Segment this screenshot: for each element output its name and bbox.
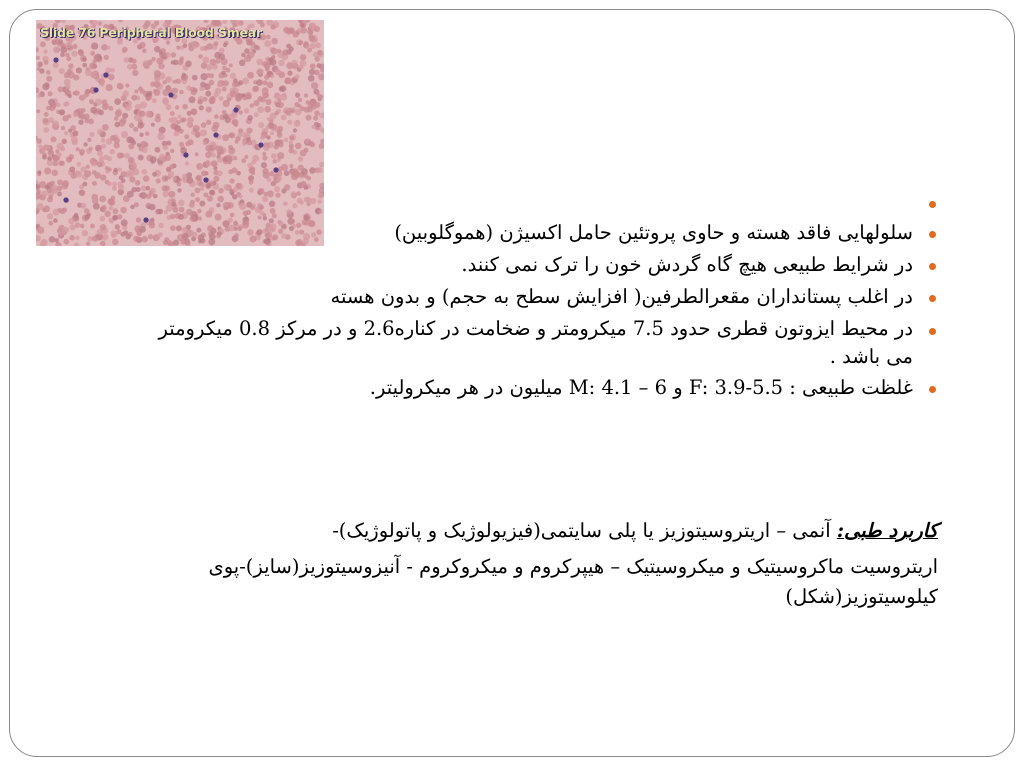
clinical-usage <box>88 516 938 619</box>
usage-label: کاربرد طبی: <box>836 519 938 542</box>
usage-line-1 <box>88 516 938 546</box>
bullet-item-circulation: در شرایط طبیعی هیچ گاه گردش خون را ترک نمی کنند. <box>138 250 938 280</box>
usage-line-2: اریتروسیت ماکروسیتیک و میکروسیتیک – هیپرکروم و میکروکروم - آنیزوسیتوزیز(سایز)-پوی کیلوسیتوزیز(شکل) <box>208 555 938 609</box>
bullet-item-empty <box>138 188 938 216</box>
bullet-item-biconcave: در اغلب پستانداران مقعرالطرفین( افزایش سطح به حجم) و بدون هسته <box>138 282 938 312</box>
bullet-item-hemoglobin: سلولهایی فاقد هسته و حاوی پروتئین حامل اکسیژن (هموگلوبین) <box>138 218 938 248</box>
usage-text-1: آنمی – اریتروسیتوزیز یا پلی سایتمی(فیزیولوژیک و پاتولوژیک)- <box>332 519 837 542</box>
bullet-item-diameter: در محیط ایزوتون قطری حدود 7.5 میکرومتر و ضخامت در کناره2.6 و در مرکز 0.8 میکرومتر می باشد . <box>138 315 938 372</box>
image-caption: Slide 76 Peripheral Blood Smear <box>40 25 262 40</box>
bullet-item-concentration: غلظت طبیعی : F: 3.9-5.5 و M: 4.1 – 6 میلیون در هر میکرولیتر. <box>138 373 938 403</box>
bullet-list <box>138 188 938 405</box>
